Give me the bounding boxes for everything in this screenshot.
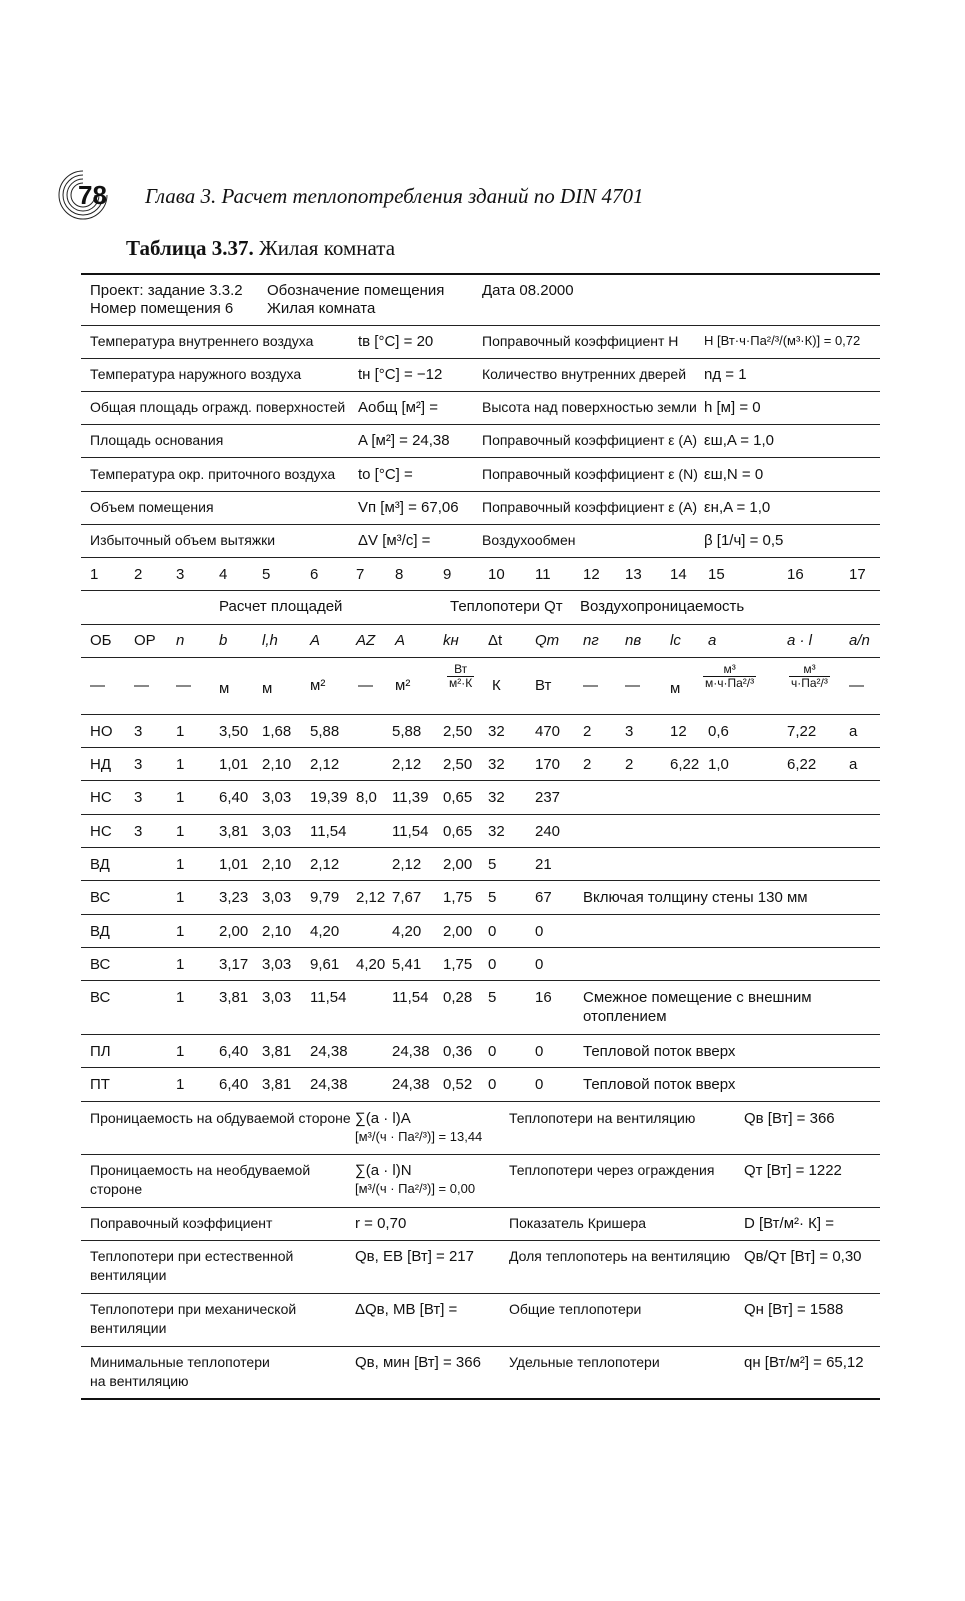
param-value: tо [°C] = — [358, 466, 413, 483]
unit-al-num: м³ — [789, 663, 830, 677]
table-cell: 0 — [488, 1043, 497, 1060]
param-right-label: Воздухообмен — [482, 532, 576, 548]
param-value: A [м²] = 24,38 — [358, 432, 450, 449]
summary-right-value: Qв [Вт] = 366 — [744, 1110, 835, 1127]
table-cell: 3 — [134, 789, 143, 806]
table-cell: 6,22 — [787, 756, 817, 773]
summary-label-line2: на вентиляцию — [90, 1373, 189, 1389]
unit-a-num: м³ — [703, 663, 756, 677]
summary-value: r = 0,70 — [355, 1215, 407, 1232]
table-cell: 16 — [535, 989, 552, 1006]
table-cell: ВС — [90, 956, 111, 973]
summary-label: Поправочный коэффициент — [90, 1215, 273, 1231]
table-cell: 1,0 — [708, 756, 729, 773]
column-symbol: a — [708, 632, 717, 649]
summary-value: Qв, ЕВ [Вт] = 217 — [355, 1248, 474, 1265]
table-cell: 32 — [488, 756, 505, 773]
table-cell: 1 — [176, 1043, 185, 1060]
table-cell: ВС — [90, 989, 111, 1006]
table-cell: 0 — [488, 1076, 497, 1093]
table-cell: 3 — [134, 823, 143, 840]
column-symbol: A — [310, 632, 321, 649]
table-cell: 1 — [176, 789, 185, 806]
room-name: Жилая комната — [267, 300, 376, 317]
param-label: Температура окр. приточного воздуха — [90, 466, 336, 482]
table-cell: 11,54 — [392, 823, 429, 840]
unit-col5: м — [262, 680, 273, 697]
param-right-value: H [Вт·ч·Па²/³/(м³·К)] = 0,72 — [704, 333, 861, 348]
column-symbol: a/n — [849, 632, 870, 649]
row-rule-1 — [81, 747, 880, 748]
group-header-heat-loss: Теплопотери Qт — [450, 598, 563, 615]
column-symbol: ОБ — [90, 632, 112, 649]
param-value: ΔV [м³/с] = — [358, 532, 431, 549]
table-cell: 6,40 — [219, 789, 249, 806]
column-symbol: lс — [670, 632, 681, 649]
table-cell: 240 — [535, 823, 561, 840]
table-cell: 1,75 — [443, 956, 473, 973]
table-cell: НО — [90, 723, 113, 740]
table-cell: 3,17 — [219, 956, 249, 973]
group-header-area: Расчет площадей — [219, 598, 343, 615]
summary-label: Проницаемость на обдуваемой стороне — [90, 1110, 351, 1126]
summary-value: ∑(a · l)N — [355, 1162, 412, 1179]
param-value: tн [°C] = −12 — [358, 366, 443, 383]
table-cell: 4,20 — [392, 923, 422, 940]
table-cell: 3 — [134, 756, 143, 773]
param-label: Температура наружного воздуха — [90, 366, 302, 382]
table-cell: 1 — [176, 923, 185, 940]
summary-right-label: Удельные теплопотери — [509, 1354, 660, 1370]
unit-col13: — — [625, 677, 640, 694]
table-cell: 1 — [176, 1076, 185, 1093]
table-cell: 0,65 — [443, 823, 473, 840]
table-cell: 2,10 — [262, 923, 292, 940]
unit-col12: — — [583, 677, 598, 694]
project-label: Проект: задание 3.3.2 — [90, 282, 243, 299]
table-cell: 24,38 — [392, 1076, 430, 1093]
summary-rule-2 — [81, 1240, 880, 1241]
table-cell: 6,40 — [219, 1076, 249, 1093]
table-cell: 2,10 — [262, 856, 292, 873]
row-rule-8 — [81, 980, 880, 981]
table-cell: 9,79 — [310, 889, 340, 906]
param-right-label: Высота над поверхностью земли — [482, 399, 697, 415]
table-cell: 3 — [134, 723, 143, 740]
rule-symbols-top — [81, 624, 880, 625]
column-symbol: kн — [443, 632, 459, 649]
table-cell: 3,23 — [219, 889, 249, 906]
column-number: 3 — [176, 566, 185, 583]
column-number: 10 — [488, 566, 505, 583]
table-cell: 2,12 — [310, 856, 340, 873]
table-cell: 2,00 — [219, 923, 249, 940]
param-rule-4 — [81, 457, 880, 458]
row-rule-10 — [81, 1067, 880, 1068]
note-row-10: Тепловой поток вверх — [583, 1043, 736, 1060]
table-cell: 2,12 — [356, 889, 386, 906]
table-cell: 1,01 — [219, 856, 249, 873]
summary-right-label: Показатель Кришера — [509, 1215, 647, 1231]
row-rule-4 — [81, 847, 880, 848]
table-cell: 3 — [625, 723, 634, 740]
table-cell: 1,01 — [219, 756, 249, 773]
table-cell: 11,54 — [310, 823, 347, 840]
param-right-label: Поправочный коэффициент ε (N) — [482, 466, 698, 482]
table-cell: 0 — [488, 956, 497, 973]
table-cell: 6,22 — [670, 756, 700, 773]
table-cell: 9,61 — [310, 956, 340, 973]
summary-right-value: D [Вт/м²· К] = — [744, 1215, 835, 1232]
table-cell: 2,00 — [443, 923, 473, 940]
table-cell: 32 — [488, 823, 505, 840]
column-symbol: Qт — [535, 632, 560, 649]
table-cell: 1 — [176, 823, 185, 840]
project-date: Дата 08.2000 — [482, 282, 574, 299]
column-symbol: l,h — [262, 632, 278, 649]
column-symbol: ОР — [134, 632, 156, 649]
param-value: tв [°C] = 20 — [358, 333, 434, 350]
unit-col8: м² — [395, 677, 411, 694]
param-label: Общая площадь огражд. поверхностей — [90, 399, 346, 415]
unit-k-num: Вт — [447, 663, 474, 677]
table-cell: 32 — [488, 789, 505, 806]
param-label: Объем помещения — [90, 499, 214, 515]
summary-rule-1 — [81, 1207, 880, 1208]
summary-label: Теплопотери при естественной — [90, 1248, 294, 1264]
param-right-label: Поправочный коэффициент ε (A) — [482, 499, 698, 515]
page-number: 78 — [78, 180, 107, 210]
param-label: Температура внутреннего воздуха — [90, 333, 314, 349]
summary-rule-3 — [81, 1293, 880, 1294]
param-label: Избыточный объем вытяжки — [90, 532, 276, 548]
table-cell: 3,03 — [262, 989, 292, 1006]
table-bottom-rule — [81, 1398, 880, 1400]
table-top-rule — [81, 273, 880, 275]
summary-right-value: Qн [Вт] = 1588 — [744, 1301, 844, 1318]
table-cell: 3,03 — [262, 956, 292, 973]
table-cell: 3,81 — [262, 1043, 292, 1060]
param-rule-2 — [81, 391, 880, 392]
table-cell: 11,54 — [392, 989, 429, 1006]
table-cell: 4,20 — [356, 956, 386, 973]
column-number: 8 — [395, 566, 404, 583]
param-right-value: nд = 1 — [704, 366, 747, 383]
table-cell: 0 — [535, 1076, 544, 1093]
row-rule-5 — [81, 880, 880, 881]
row-rule-3 — [81, 814, 880, 815]
table-cell: 0 — [535, 1043, 544, 1060]
table-cell: 8,0 — [356, 789, 377, 806]
table-cell: 0 — [488, 923, 497, 940]
table-cell: ПТ — [90, 1076, 110, 1093]
table-cell: 3,81 — [219, 823, 249, 840]
table-cell: 11,39 — [392, 789, 429, 806]
table-cell: ВД — [90, 856, 110, 873]
table-cell: 1 — [176, 723, 185, 740]
column-number: 7 — [356, 566, 365, 583]
param-rule-1 — [81, 358, 880, 359]
param-label: Площадь основания — [90, 432, 224, 448]
table-cell: 6,40 — [219, 1043, 249, 1060]
table-cell: 3,50 — [219, 723, 249, 740]
unit-col9 — [447, 663, 474, 690]
column-symbol: A — [395, 632, 406, 649]
summary-value-line2: [м³/(ч · Па²/³)] = 0,00 — [355, 1181, 476, 1196]
column-number: 1 — [90, 566, 99, 583]
column-number: 15 — [708, 566, 725, 583]
table-cell: НС — [90, 823, 112, 840]
table-cell: 0,52 — [443, 1076, 473, 1093]
unit-col1: — — [90, 677, 105, 694]
table-cell: 4,20 — [310, 923, 340, 940]
param-rule-3 — [81, 424, 880, 425]
summary-value: ΔQв, МВ [Вт] = — [355, 1301, 458, 1318]
summary-right-value: Qв/Qт [Вт] = 0,30 — [744, 1248, 862, 1265]
table-caption-label: Таблица 3.37. — [126, 236, 254, 260]
table-cell: 24,38 — [310, 1043, 348, 1060]
param-rule-6 — [81, 524, 880, 525]
param-right-value: h [м] = 0 — [704, 399, 761, 416]
table-cell: 3,03 — [262, 789, 292, 806]
column-symbol: Δt — [488, 632, 503, 649]
column-symbol: b — [219, 632, 228, 649]
unit-col3: — — [176, 677, 191, 694]
column-number: 2 — [134, 566, 143, 583]
table-cell: 1 — [176, 889, 185, 906]
param-rule-0 — [81, 325, 880, 326]
table-cell: 5,88 — [392, 723, 422, 740]
column-symbol: nг — [583, 632, 599, 649]
param-value: Aобщ [м²] = — [358, 399, 439, 416]
param-right-label: Поправочный коэффициент H — [482, 333, 679, 349]
rule-col-numbers — [81, 557, 880, 558]
table-cell: ВД — [90, 923, 110, 940]
table-cell: 12 — [670, 723, 687, 740]
summary-value: Qв, мин [Вт] = 366 — [355, 1354, 481, 1371]
table-cell: 2 — [625, 756, 634, 773]
column-symbol: a · l — [787, 632, 813, 649]
unit-col6: м² — [310, 677, 326, 694]
column-number: 9 — [443, 566, 452, 583]
unit-col10: К — [492, 677, 501, 694]
column-number: 17 — [849, 566, 866, 583]
column-number: 11 — [535, 566, 551, 583]
table-cell: 3,03 — [262, 889, 292, 906]
unit-col14: м — [670, 680, 681, 697]
param-value: Vп [м³] = 67,06 — [358, 499, 459, 516]
table-cell: 2,50 — [443, 756, 473, 773]
unit-col15 — [703, 663, 756, 690]
summary-right-value: qн [Вт/м²] = 65,12 — [744, 1354, 864, 1371]
row-rule-7 — [81, 947, 880, 948]
column-number: 16 — [787, 566, 804, 583]
table-cell: 5 — [488, 889, 497, 906]
note-row-11: Тепловой поток вверх — [583, 1076, 736, 1093]
table-cell: 2 — [583, 756, 592, 773]
table-cell: 5 — [488, 856, 497, 873]
column-number: 5 — [262, 566, 271, 583]
table-cell: 5,88 — [310, 723, 340, 740]
note-row-9-line1: Смежное помещение с внешним — [583, 989, 812, 1006]
table-cell: НС — [90, 789, 112, 806]
table-cell: 7,67 — [392, 889, 422, 906]
table-cell: 1,75 — [443, 889, 473, 906]
table-cell: 0,36 — [443, 1043, 473, 1060]
table-cell: ПЛ — [90, 1043, 111, 1060]
summary-label: Проницаемость на необдуваемой — [90, 1162, 311, 1178]
column-number: 4 — [219, 566, 228, 583]
table-cell: 470 — [535, 723, 561, 740]
summary-rule-0 — [81, 1154, 880, 1155]
row-rule-9 — [81, 1034, 880, 1035]
param-right-value: εн,A = 1,0 — [704, 499, 771, 516]
table-cell: 19,39 — [310, 789, 348, 806]
summary-label-line2: вентиляции — [90, 1320, 167, 1336]
summary-right-label: Общие теплопотери — [509, 1301, 642, 1317]
group-header-permeability: Воздухопроницаемость — [580, 598, 745, 615]
rule-units-top — [81, 657, 880, 658]
table-cell: 3,81 — [219, 989, 249, 1006]
table-cell: 3,03 — [262, 823, 292, 840]
table-cell: 67 — [535, 889, 552, 906]
table-cell: 5 — [488, 989, 497, 1006]
running-header: Глава 3. Расчет теплопотребления зданий по DIN 4701 — [145, 184, 644, 208]
table-cell: 24,38 — [392, 1043, 430, 1060]
column-symbol: nв — [625, 632, 642, 649]
unit-a-den: м·ч·Па²/³ — [705, 676, 755, 690]
table-cell: 2,12 — [392, 756, 422, 773]
unit-al-den: ч·Па²/³ — [791, 676, 828, 690]
param-right-label: Количество внутренних дверей — [482, 366, 687, 382]
room-number: Номер помещения 6 — [90, 300, 234, 317]
summary-right-label: Доля теплопотерь на вентиляцию — [509, 1248, 731, 1264]
summary-label-line2: вентиляции — [90, 1267, 167, 1283]
unit-k-den: м²·К — [449, 676, 473, 690]
table-cell: 2 — [583, 723, 592, 740]
table-cell: а — [849, 723, 858, 740]
table-cell: 170 — [535, 756, 561, 773]
table-cell: 21 — [535, 856, 552, 873]
table-cell: 11,54 — [310, 989, 347, 1006]
table-cell: 3,81 — [262, 1076, 292, 1093]
column-number: 14 — [670, 566, 687, 583]
column-number: 13 — [625, 566, 642, 583]
table-cell: ВС — [90, 889, 111, 906]
row-rule-6 — [81, 914, 880, 915]
table-cell: 24,38 — [310, 1076, 348, 1093]
summary-value-line2: [м³/(ч · Па²/³)] = 13,44 — [355, 1129, 483, 1144]
table-cell: 2,50 — [443, 723, 473, 740]
room-designation-label: Обозначение помещения — [267, 282, 445, 299]
table-cell: 1 — [176, 956, 185, 973]
column-number: 12 — [583, 566, 600, 583]
table-cell: 0,28 — [443, 989, 473, 1006]
param-right-value: εш,A = 1,0 — [704, 432, 775, 449]
column-symbol: AZ — [356, 632, 376, 649]
row-rule-2 — [81, 780, 880, 781]
param-right-label: Поправочный коэффициент ε (A) — [482, 432, 698, 448]
table-cell: 2,10 — [262, 756, 292, 773]
table-cell: 0 — [535, 956, 544, 973]
column-number: 6 — [310, 566, 319, 583]
table-caption — [126, 236, 395, 261]
summary-rule-4 — [81, 1346, 880, 1347]
unit-col11: Вт — [535, 677, 552, 694]
rule-group-top — [81, 590, 880, 591]
unit-col7: — — [358, 677, 373, 694]
summary-value: ∑(a · l)A — [355, 1110, 411, 1127]
summary-label: Минимальные теплопотери — [90, 1354, 270, 1370]
column-symbol: n — [176, 632, 185, 649]
table-cell: 32 — [488, 723, 505, 740]
param-rule-5 — [81, 491, 880, 492]
note-row-9-line2: отоплением — [583, 1008, 667, 1025]
table-cell: 2,00 — [443, 856, 473, 873]
table-cell: 1 — [176, 989, 185, 1006]
table-cell: а — [849, 756, 858, 773]
summary-label: Теплопотери при механической — [90, 1301, 297, 1317]
table-cell: 1,68 — [262, 723, 292, 740]
row-rule-0 — [81, 714, 880, 715]
table-caption-title: Жилая комната — [258, 236, 396, 260]
summary-right-label: Теплопотери через ограждения — [509, 1162, 715, 1178]
summary-right-label: Теплопотери на вентиляцию — [509, 1110, 696, 1126]
table-cell: 0,6 — [708, 723, 729, 740]
unit-col17: — — [849, 677, 864, 694]
row-rule-11 — [81, 1101, 880, 1102]
unit-col2: — — [134, 677, 149, 694]
param-right-value: εш,N = 0 — [704, 466, 764, 483]
unit-col4: м — [219, 680, 230, 697]
table-cell: 2,12 — [310, 756, 340, 773]
table-cell: НД — [90, 756, 111, 773]
table-cell: 1 — [176, 756, 185, 773]
param-right-value: β [1/ч] = 0,5 — [704, 532, 784, 549]
unit-col16 — [789, 663, 830, 690]
table-cell: 1 — [176, 856, 185, 873]
note-row-6: Включая толщину стены 130 мм — [583, 889, 808, 906]
table-cell: 237 — [535, 789, 561, 806]
table-cell: 0 — [535, 923, 544, 940]
table-cell: 2,12 — [392, 856, 422, 873]
table-cell: 7,22 — [787, 723, 817, 740]
table-cell: 0,65 — [443, 789, 473, 806]
summary-right-value: Qт [Вт] = 1222 — [744, 1162, 842, 1179]
table-cell: 5,41 — [392, 956, 422, 973]
summary-label-line2: стороне — [90, 1181, 143, 1197]
